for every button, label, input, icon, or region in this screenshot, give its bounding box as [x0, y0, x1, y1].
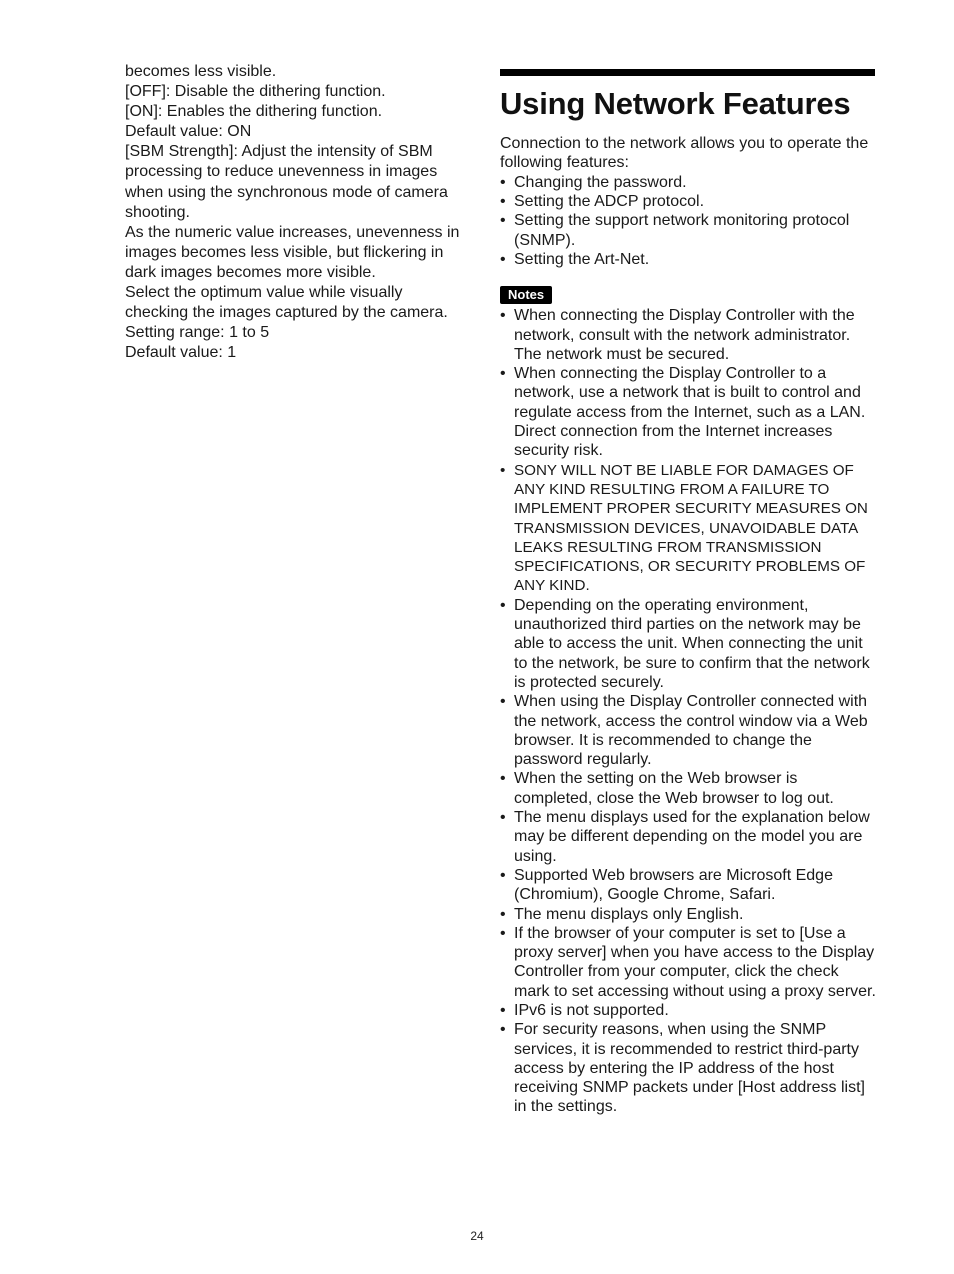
- note-text: Supported Web browsers are Microsoft Edge (Chromium), Google Chrome, Safari.: [514, 866, 833, 904]
- page-number: 24: [470, 1229, 484, 1243]
- left-line: Select the optimum value while visually checking the images captured by the camera.: [125, 284, 448, 322]
- bullet-icon: •: [500, 307, 506, 325]
- feature-text: Changing the password.: [514, 173, 687, 191]
- note-text: The menu displays used for the explanation below may be different depending on the model you are using.: [514, 809, 870, 865]
- note-text: When connecting the Display Controller to a network, use a network that is built to control and regulate access from the Internet, such as a LAN. Direct connection from the Internet increases security risk.: [514, 365, 866, 460]
- list-item: [500, 866, 876, 905]
- feature-text: Setting the support network monitoring protocol (SNMP).: [514, 212, 850, 249]
- left-line: As the numeric value increases, unevenness in images becomes less visible, but flickering in dark images becomes more visible.: [125, 223, 460, 281]
- feature-text: Setting the ADCP protocol.: [514, 193, 705, 211]
- bullet-icon: •: [500, 905, 506, 923]
- list-item: [500, 692, 876, 769]
- left-line: [SBM Strength]: Adjust the intensity of SBM processing to reduce unevenness in images when using the synchronous mode of camera shooting.: [125, 143, 448, 221]
- section-intro: Connection to the network allows you to operate the following features:: [500, 135, 869, 172]
- left-line: Default value: ON: [125, 123, 252, 141]
- list-item: [500, 905, 876, 924]
- list-item: [500, 192, 876, 211]
- note-text: SONY WILL NOT BE LIABLE FOR DAMAGES OF ANY KIND RESULTING FROM A FAILURE TO IMPLEMENT PROPER SECURITY MEASURES ON TRANSMISSION DEVICES, UNAVOIDABLE DATA LEAKS RESULTING FROM TRANSMISSION SPECIFICATIONS, OR SECURITY PROBLEMS OF ANY KIND.: [514, 461, 868, 595]
- note-text: If the browser of your computer is set to [Use a proxy server] when you have access to the Display Controller from your computer, click the check mark to set accessing without using a proxy server.: [514, 924, 876, 1000]
- note-text: When the setting on the Web browser is completed, close the Web browser to log out.: [514, 770, 834, 807]
- bullet-icon: •: [500, 693, 506, 711]
- bullet-icon: •: [500, 251, 506, 268]
- left-line: Default value: 1: [125, 344, 237, 362]
- feature-list: [500, 173, 876, 269]
- left-line: [OFF]: Disable the dithering function.: [125, 83, 386, 101]
- left-line: becomes less visible.: [125, 63, 277, 80]
- network-section: [500, 69, 876, 1117]
- left-line: [ON]: Enables the dithering function.: [125, 103, 383, 121]
- list-item: [500, 924, 876, 1001]
- bullet-icon: •: [500, 1021, 506, 1039]
- note-text: Depending on the operating environment, unauthorized third parties on the network may be able to access the unit. When connecting the unit to the network, be sure to confirm that the network is protected securely.: [514, 596, 870, 691]
- list-item: [500, 596, 876, 692]
- list-item: [500, 1001, 876, 1020]
- list-item: [500, 461, 876, 596]
- list-item: [500, 250, 876, 269]
- bullet-icon: •: [500, 924, 506, 942]
- note-text: When using the Display Controller connected with the network, access the control window via a Web browser. It is recommended to change the password regularly.: [514, 693, 868, 769]
- notes-badge: Notes: [500, 286, 552, 304]
- bullet-icon: •: [500, 596, 506, 614]
- bullet-icon: •: [500, 173, 506, 191]
- bullet-icon: •: [500, 866, 506, 884]
- bullet-icon: •: [500, 1001, 506, 1019]
- bullet-icon: •: [500, 809, 506, 827]
- list-item: [500, 364, 876, 460]
- list-item: [500, 306, 876, 364]
- bullet-icon: •: [500, 365, 506, 383]
- list-item: [500, 1020, 876, 1116]
- list-item: [500, 173, 876, 192]
- bullet-icon: •: [500, 461, 506, 479]
- section-title: Using Network Features: [500, 86, 851, 121]
- list-item: [500, 769, 876, 808]
- left-line: Setting range: 1 to 5: [125, 324, 270, 342]
- list-item: [500, 211, 876, 250]
- note-text: For security reasons, when using the SNMP services, it is recommended to restrict third-party access by entering the IP address of the host receiving SNMP packets under [Host address list] in the settings.: [514, 1021, 865, 1116]
- notes-list: [500, 306, 876, 1116]
- heading-rule: [500, 69, 875, 76]
- note-text: IPv6 is not supported.: [514, 1001, 669, 1019]
- left-column: [125, 62, 460, 363]
- bullet-icon: •: [500, 193, 506, 211]
- note-text: When connecting the Display Controller with the network, consult with the network administrator. The network must be secured.: [514, 307, 855, 363]
- list-item: [500, 808, 876, 866]
- bullet-icon: •: [500, 212, 506, 230]
- bullet-icon: •: [500, 770, 506, 788]
- feature-text: Setting the Art-Net.: [514, 251, 650, 268]
- note-text: The menu displays only English.: [514, 905, 744, 923]
